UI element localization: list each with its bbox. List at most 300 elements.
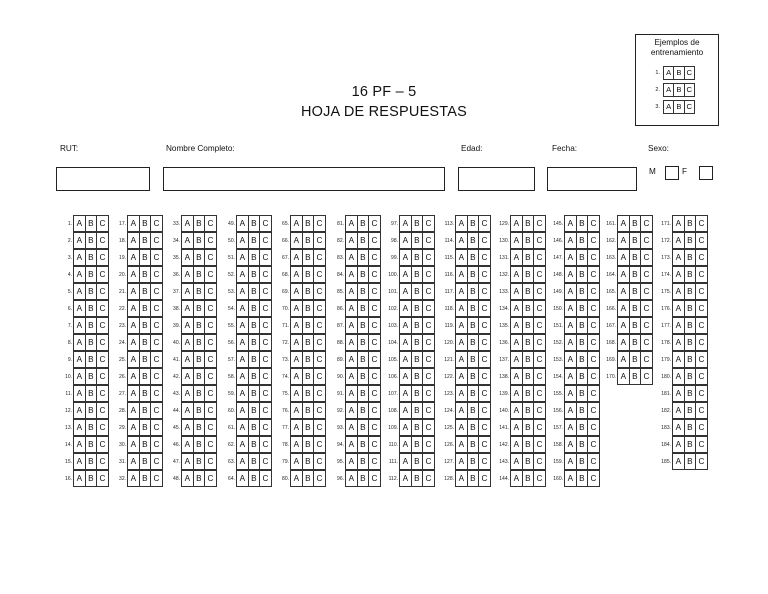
- option-a[interactable]: A: [239, 270, 246, 279]
- option-a[interactable]: A: [458, 338, 465, 347]
- option-b[interactable]: B: [357, 216, 369, 231]
- option-a[interactable]: A: [184, 440, 191, 449]
- option-a[interactable]: A: [458, 219, 465, 228]
- option-a[interactable]: A: [76, 406, 83, 415]
- option-b[interactable]: B: [85, 437, 97, 452]
- option-b[interactable]: B: [522, 335, 534, 350]
- option-c[interactable]: C: [259, 437, 271, 452]
- option-a[interactable]: A: [76, 287, 83, 296]
- option-b[interactable]: B: [522, 403, 534, 418]
- option-a[interactable]: A: [293, 372, 300, 381]
- option-a[interactable]: A: [458, 304, 465, 313]
- option-b[interactable]: B: [302, 318, 314, 333]
- option-b[interactable]: B: [248, 233, 260, 248]
- option-b[interactable]: B: [193, 369, 205, 384]
- option-c[interactable]: C: [640, 301, 652, 316]
- option-a[interactable]: A: [402, 304, 409, 313]
- option-b[interactable]: B: [576, 267, 588, 282]
- option-c[interactable]: C: [204, 437, 216, 452]
- option-c[interactable]: C: [96, 318, 108, 333]
- option-b[interactable]: B: [684, 386, 696, 401]
- option-c[interactable]: C: [368, 284, 380, 299]
- option-a[interactable]: A: [348, 304, 355, 313]
- option-a[interactable]: A: [458, 423, 465, 432]
- option-b[interactable]: B: [302, 454, 314, 469]
- option-a[interactable]: A: [458, 440, 465, 449]
- option-a[interactable]: A: [675, 406, 682, 415]
- option-b[interactable]: B: [467, 420, 479, 435]
- option-b[interactable]: B: [629, 352, 641, 367]
- option-a[interactable]: A: [567, 474, 574, 483]
- option-a[interactable]: A: [567, 372, 574, 381]
- option-b[interactable]: B: [467, 369, 479, 384]
- option-b[interactable]: B: [248, 386, 260, 401]
- option-b[interactable]: B: [357, 403, 369, 418]
- option-a[interactable]: A: [348, 287, 355, 296]
- option-a[interactable]: A: [130, 270, 137, 279]
- option-a[interactable]: A: [567, 219, 574, 228]
- option-a[interactable]: A: [239, 253, 246, 262]
- option-b[interactable]: B: [522, 437, 534, 452]
- option-b[interactable]: B: [85, 352, 97, 367]
- option-c[interactable]: C: [204, 267, 216, 282]
- option-a[interactable]: A: [239, 321, 246, 330]
- option-a[interactable]: A: [76, 457, 83, 466]
- option-b[interactable]: B: [629, 284, 641, 299]
- option-a[interactable]: A: [402, 270, 409, 279]
- option-a[interactable]: A: [513, 236, 520, 245]
- option-a[interactable]: A: [458, 474, 465, 483]
- option-b[interactable]: B: [85, 420, 97, 435]
- option-a[interactable]: A: [402, 389, 409, 398]
- option-c[interactable]: C: [313, 233, 325, 248]
- option-a[interactable]: A: [402, 253, 409, 262]
- option-b[interactable]: B: [684, 403, 696, 418]
- option-b[interactable]: B: [467, 216, 479, 231]
- option-c[interactable]: C: [368, 335, 380, 350]
- option-c[interactable]: C: [478, 386, 490, 401]
- option-c[interactable]: C: [368, 471, 380, 486]
- option-b[interactable]: B: [467, 352, 479, 367]
- option-b[interactable]: B: [684, 420, 696, 435]
- option-b[interactable]: B: [522, 216, 534, 231]
- option-b[interactable]: B: [139, 301, 151, 316]
- option-a[interactable]: A: [458, 270, 465, 279]
- option-c[interactable]: C: [313, 250, 325, 265]
- option-a[interactable]: A: [567, 304, 574, 313]
- option-a[interactable]: A: [348, 372, 355, 381]
- option-a[interactable]: A: [130, 440, 137, 449]
- option-a[interactable]: A: [130, 338, 137, 347]
- option-b[interactable]: B: [85, 233, 97, 248]
- option-a[interactable]: A: [402, 372, 409, 381]
- option-a[interactable]: A: [675, 287, 682, 296]
- option-a[interactable]: A: [293, 338, 300, 347]
- option-a[interactable]: A: [348, 321, 355, 330]
- option-b[interactable]: B: [684, 335, 696, 350]
- option-c[interactable]: C: [695, 369, 707, 384]
- option-a[interactable]: A: [348, 423, 355, 432]
- option-a[interactable]: A: [76, 355, 83, 364]
- option-c[interactable]: C: [684, 67, 694, 79]
- option-b[interactable]: B: [357, 386, 369, 401]
- sex-male-checkbox[interactable]: [665, 166, 679, 180]
- option-c[interactable]: C: [695, 233, 707, 248]
- option-c[interactable]: C: [587, 437, 599, 452]
- option-b[interactable]: B: [467, 301, 479, 316]
- option-b[interactable]: B: [193, 267, 205, 282]
- option-a[interactable]: A: [184, 372, 191, 381]
- option-b[interactable]: B: [302, 284, 314, 299]
- option-a[interactable]: A: [513, 321, 520, 330]
- option-c[interactable]: C: [259, 250, 271, 265]
- option-c[interactable]: C: [478, 369, 490, 384]
- option-c[interactable]: C: [96, 233, 108, 248]
- option-b[interactable]: B: [684, 369, 696, 384]
- option-c[interactable]: C: [259, 352, 271, 367]
- option-c[interactable]: C: [533, 250, 545, 265]
- option-c[interactable]: C: [587, 386, 599, 401]
- option-a[interactable]: A: [130, 474, 137, 483]
- option-b[interactable]: B: [576, 437, 588, 452]
- option-b[interactable]: B: [411, 301, 423, 316]
- option-c[interactable]: C: [533, 301, 545, 316]
- option-b[interactable]: B: [629, 335, 641, 350]
- option-b[interactable]: B: [629, 216, 641, 231]
- option-b[interactable]: B: [411, 403, 423, 418]
- option-a[interactable]: A: [130, 457, 137, 466]
- option-a[interactable]: A: [458, 321, 465, 330]
- option-c[interactable]: C: [259, 403, 271, 418]
- option-a[interactable]: A: [513, 304, 520, 313]
- option-c[interactable]: C: [204, 352, 216, 367]
- option-a[interactable]: A: [402, 406, 409, 415]
- option-b[interactable]: B: [467, 386, 479, 401]
- option-c[interactable]: C: [368, 437, 380, 452]
- option-a[interactable]: A: [458, 287, 465, 296]
- option-b[interactable]: B: [302, 471, 314, 486]
- option-b[interactable]: B: [139, 403, 151, 418]
- option-c[interactable]: C: [695, 318, 707, 333]
- option-c[interactable]: C: [96, 335, 108, 350]
- option-c[interactable]: C: [150, 233, 162, 248]
- option-c[interactable]: C: [478, 403, 490, 418]
- option-b[interactable]: B: [85, 250, 97, 265]
- option-c[interactable]: C: [695, 454, 707, 469]
- option-c[interactable]: C: [422, 318, 434, 333]
- option-b[interactable]: B: [248, 267, 260, 282]
- option-c[interactable]: C: [96, 437, 108, 452]
- option-a[interactable]: A: [620, 270, 627, 279]
- option-c[interactable]: C: [695, 267, 707, 282]
- option-a[interactable]: A: [348, 338, 355, 347]
- option-b[interactable]: B: [522, 301, 534, 316]
- option-c[interactable]: C: [422, 454, 434, 469]
- option-b[interactable]: B: [248, 284, 260, 299]
- option-c[interactable]: C: [478, 420, 490, 435]
- option-c[interactable]: C: [587, 352, 599, 367]
- option-b[interactable]: B: [576, 352, 588, 367]
- option-c[interactable]: C: [695, 250, 707, 265]
- option-c[interactable]: C: [587, 403, 599, 418]
- option-c[interactable]: C: [96, 420, 108, 435]
- option-a[interactable]: A: [402, 457, 409, 466]
- option-a[interactable]: A: [293, 304, 300, 313]
- age-field[interactable]: [458, 167, 535, 191]
- option-b[interactable]: B: [357, 335, 369, 350]
- option-b[interactable]: B: [411, 437, 423, 452]
- option-b[interactable]: B: [522, 233, 534, 248]
- option-c[interactable]: C: [695, 403, 707, 418]
- option-b[interactable]: B: [629, 267, 641, 282]
- option-b[interactable]: B: [684, 267, 696, 282]
- option-c[interactable]: C: [533, 369, 545, 384]
- option-a[interactable]: A: [293, 270, 300, 279]
- option-a[interactable]: A: [184, 304, 191, 313]
- option-b[interactable]: B: [248, 352, 260, 367]
- option-b[interactable]: B: [411, 284, 423, 299]
- option-c[interactable]: C: [533, 420, 545, 435]
- option-a[interactable]: A: [348, 389, 355, 398]
- option-b[interactable]: B: [467, 233, 479, 248]
- option-a[interactable]: A: [567, 338, 574, 347]
- option-c[interactable]: C: [587, 267, 599, 282]
- option-c[interactable]: C: [313, 369, 325, 384]
- rut-field[interactable]: [56, 167, 150, 191]
- option-b[interactable]: B: [576, 420, 588, 435]
- option-b[interactable]: B: [248, 471, 260, 486]
- option-a[interactable]: A: [513, 270, 520, 279]
- option-c[interactable]: C: [695, 386, 707, 401]
- option-a[interactable]: A: [666, 68, 672, 77]
- option-b[interactable]: B: [357, 233, 369, 248]
- option-a[interactable]: A: [184, 474, 191, 483]
- option-c[interactable]: C: [587, 335, 599, 350]
- option-b[interactable]: B: [193, 335, 205, 350]
- option-c[interactable]: C: [96, 267, 108, 282]
- option-b[interactable]: B: [522, 352, 534, 367]
- option-a[interactable]: A: [293, 236, 300, 245]
- option-b[interactable]: B: [357, 250, 369, 265]
- option-a[interactable]: A: [567, 253, 574, 262]
- option-a[interactable]: A: [239, 338, 246, 347]
- option-c[interactable]: C: [96, 352, 108, 367]
- option-b[interactable]: B: [522, 267, 534, 282]
- option-b[interactable]: B: [193, 284, 205, 299]
- option-c[interactable]: C: [478, 352, 490, 367]
- option-c[interactable]: C: [204, 284, 216, 299]
- option-b[interactable]: B: [576, 369, 588, 384]
- option-a[interactable]: A: [293, 423, 300, 432]
- option-b[interactable]: B: [85, 454, 97, 469]
- option-b[interactable]: B: [576, 454, 588, 469]
- option-b[interactable]: B: [302, 369, 314, 384]
- option-c[interactable]: C: [368, 250, 380, 265]
- option-a[interactable]: A: [402, 355, 409, 364]
- option-b[interactable]: B: [302, 420, 314, 435]
- option-a[interactable]: A: [239, 423, 246, 432]
- option-a[interactable]: A: [513, 406, 520, 415]
- option-b[interactable]: B: [85, 369, 97, 384]
- option-a[interactable]: A: [293, 321, 300, 330]
- option-b[interactable]: B: [357, 420, 369, 435]
- option-c[interactable]: C: [640, 369, 652, 384]
- option-a[interactable]: A: [567, 321, 574, 330]
- option-b[interactable]: B: [139, 471, 151, 486]
- option-b[interactable]: B: [139, 250, 151, 265]
- option-c[interactable]: C: [533, 403, 545, 418]
- option-c[interactable]: C: [587, 471, 599, 486]
- option-c[interactable]: C: [313, 318, 325, 333]
- option-a[interactable]: A: [513, 423, 520, 432]
- option-c[interactable]: C: [422, 284, 434, 299]
- option-a[interactable]: A: [620, 321, 627, 330]
- option-b[interactable]: B: [248, 301, 260, 316]
- option-a[interactable]: A: [184, 355, 191, 364]
- option-b[interactable]: B: [467, 267, 479, 282]
- option-c[interactable]: C: [313, 352, 325, 367]
- option-b[interactable]: B: [576, 471, 588, 486]
- option-a[interactable]: A: [293, 287, 300, 296]
- option-c[interactable]: C: [587, 301, 599, 316]
- option-c[interactable]: C: [533, 284, 545, 299]
- option-a[interactable]: A: [239, 287, 246, 296]
- option-a[interactable]: A: [402, 236, 409, 245]
- option-c[interactable]: C: [259, 369, 271, 384]
- option-b[interactable]: B: [357, 301, 369, 316]
- option-b[interactable]: B: [629, 301, 641, 316]
- option-c[interactable]: C: [96, 301, 108, 316]
- option-b[interactable]: B: [302, 301, 314, 316]
- option-a[interactable]: A: [184, 389, 191, 398]
- option-b[interactable]: B: [248, 216, 260, 231]
- option-c[interactable]: C: [313, 471, 325, 486]
- option-c[interactable]: C: [684, 101, 694, 113]
- option-a[interactable]: A: [76, 219, 83, 228]
- option-b[interactable]: B: [673, 67, 683, 79]
- option-a[interactable]: A: [184, 457, 191, 466]
- option-b[interactable]: B: [139, 352, 151, 367]
- option-b[interactable]: B: [684, 352, 696, 367]
- option-c[interactable]: C: [478, 233, 490, 248]
- option-a[interactable]: A: [239, 406, 246, 415]
- option-b[interactable]: B: [411, 318, 423, 333]
- option-a[interactable]: A: [184, 406, 191, 415]
- option-a[interactable]: A: [402, 423, 409, 432]
- option-b[interactable]: B: [684, 216, 696, 231]
- option-c[interactable]: C: [313, 216, 325, 231]
- option-a[interactable]: A: [76, 389, 83, 398]
- option-a[interactable]: A: [76, 423, 83, 432]
- option-c[interactable]: C: [96, 454, 108, 469]
- option-a[interactable]: A: [76, 474, 83, 483]
- option-a[interactable]: A: [184, 236, 191, 245]
- option-b[interactable]: B: [85, 471, 97, 486]
- option-b[interactable]: B: [193, 386, 205, 401]
- option-b[interactable]: B: [411, 267, 423, 282]
- option-a[interactable]: A: [666, 102, 672, 111]
- option-c[interactable]: C: [478, 267, 490, 282]
- option-b[interactable]: B: [411, 335, 423, 350]
- option-c[interactable]: C: [96, 250, 108, 265]
- option-a[interactable]: A: [239, 304, 246, 313]
- option-a[interactable]: A: [348, 457, 355, 466]
- option-b[interactable]: B: [576, 216, 588, 231]
- option-a[interactable]: A: [239, 236, 246, 245]
- option-b[interactable]: B: [302, 335, 314, 350]
- option-b[interactable]: B: [411, 216, 423, 231]
- option-b[interactable]: B: [522, 369, 534, 384]
- option-c[interactable]: C: [368, 301, 380, 316]
- option-a[interactable]: A: [567, 355, 574, 364]
- option-c[interactable]: C: [478, 318, 490, 333]
- option-a[interactable]: A: [620, 287, 627, 296]
- option-a[interactable]: A: [348, 253, 355, 262]
- option-c[interactable]: C: [478, 437, 490, 452]
- option-b[interactable]: B: [411, 233, 423, 248]
- option-b[interactable]: B: [193, 233, 205, 248]
- option-a[interactable]: A: [675, 389, 682, 398]
- option-c[interactable]: C: [422, 420, 434, 435]
- option-c[interactable]: C: [259, 233, 271, 248]
- option-c[interactable]: C: [478, 301, 490, 316]
- option-c[interactable]: C: [204, 471, 216, 486]
- option-c[interactable]: C: [478, 216, 490, 231]
- option-a[interactable]: A: [239, 355, 246, 364]
- option-a[interactable]: A: [293, 406, 300, 415]
- option-b[interactable]: B: [467, 454, 479, 469]
- option-b[interactable]: B: [357, 267, 369, 282]
- option-c[interactable]: C: [204, 454, 216, 469]
- option-b[interactable]: B: [302, 403, 314, 418]
- option-a[interactable]: A: [675, 372, 682, 381]
- option-b[interactable]: B: [193, 216, 205, 231]
- option-b[interactable]: B: [357, 369, 369, 384]
- option-b[interactable]: B: [411, 454, 423, 469]
- option-b[interactable]: B: [85, 267, 97, 282]
- option-b[interactable]: B: [139, 267, 151, 282]
- option-c[interactable]: C: [533, 352, 545, 367]
- option-a[interactable]: A: [513, 457, 520, 466]
- option-b[interactable]: B: [139, 284, 151, 299]
- option-c[interactable]: C: [259, 216, 271, 231]
- option-c[interactable]: C: [150, 335, 162, 350]
- option-b[interactable]: B: [684, 284, 696, 299]
- option-b[interactable]: B: [193, 437, 205, 452]
- option-c[interactable]: C: [313, 403, 325, 418]
- option-c[interactable]: C: [368, 386, 380, 401]
- option-a[interactable]: A: [402, 440, 409, 449]
- option-a[interactable]: A: [130, 253, 137, 262]
- option-a[interactable]: A: [458, 372, 465, 381]
- option-c[interactable]: C: [368, 420, 380, 435]
- option-a[interactable]: A: [348, 219, 355, 228]
- option-c[interactable]: C: [259, 420, 271, 435]
- option-c[interactable]: C: [422, 369, 434, 384]
- option-c[interactable]: C: [259, 335, 271, 350]
- option-c[interactable]: C: [695, 216, 707, 231]
- option-b[interactable]: B: [673, 84, 683, 96]
- option-c[interactable]: C: [96, 216, 108, 231]
- option-b[interactable]: B: [193, 420, 205, 435]
- option-b[interactable]: B: [139, 420, 151, 435]
- option-c[interactable]: C: [422, 386, 434, 401]
- option-a[interactable]: A: [675, 423, 682, 432]
- option-c[interactable]: C: [259, 454, 271, 469]
- option-b[interactable]: B: [193, 454, 205, 469]
- option-a[interactable]: A: [348, 406, 355, 415]
- option-b[interactable]: B: [629, 369, 641, 384]
